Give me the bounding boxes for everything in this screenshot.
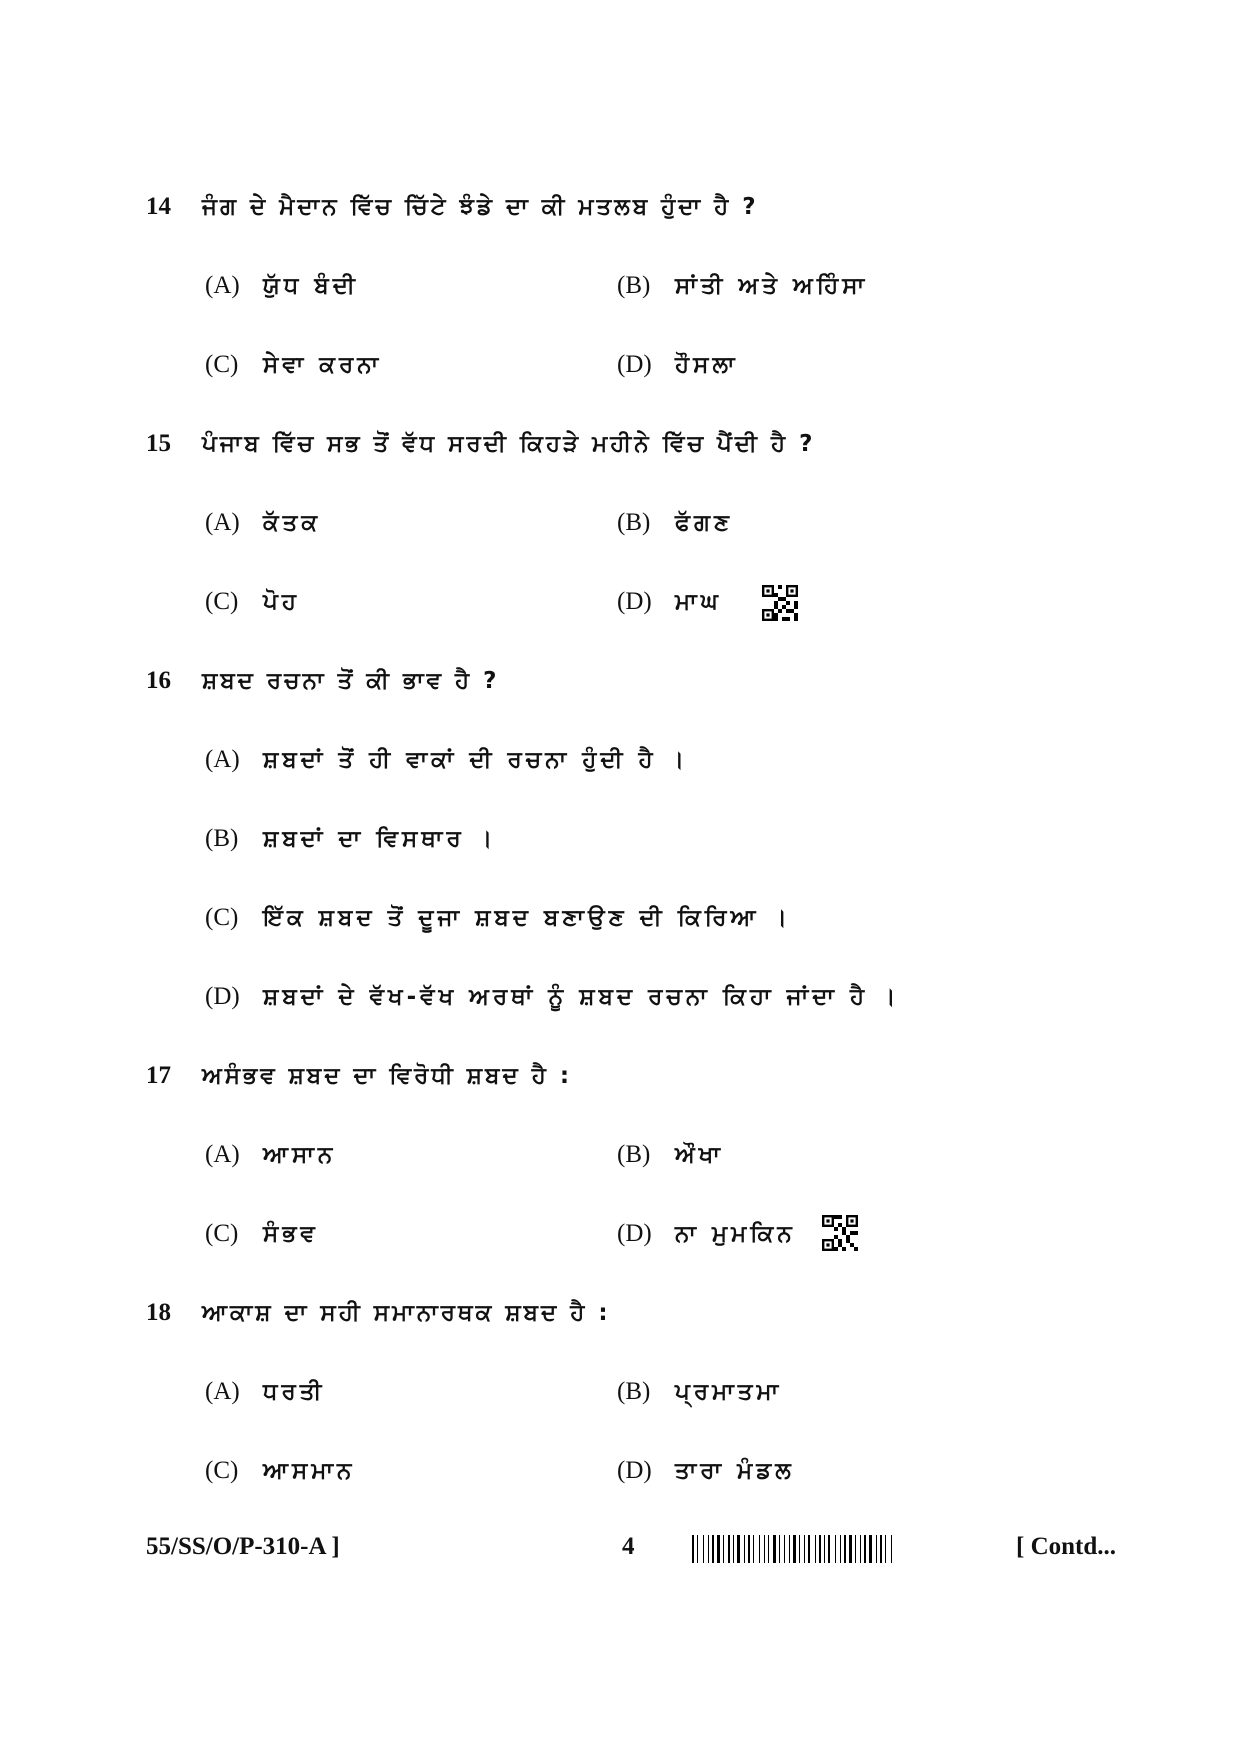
option-label: (B) bbox=[617, 272, 651, 299]
option-text: ਹੌਸਲਾ bbox=[675, 352, 739, 378]
option-text: ਸ਼ਬਦਾਂ ਤੋਂ ਹੀ ਵਾਕਾਂ ਦੀ ਰਚਨਾ ਹੁੰਦੀ ਹੈ । bbox=[263, 747, 689, 773]
question-number: 14 bbox=[146, 193, 171, 220]
qr-code-icon bbox=[822, 1215, 858, 1251]
option-16-d bbox=[205, 983, 900, 1011]
page-number: 4 bbox=[622, 1533, 635, 1560]
option-16-a bbox=[205, 746, 688, 774]
question-15 bbox=[146, 430, 815, 458]
option-text: ਨਾ ਮੁਮਕਿਨ bbox=[675, 1221, 796, 1247]
question-text: ਆਕਾਸ਼ ਦਾ ਸਹੀ ਸਮਾਨਾਰਥਕ ਸ਼ਬਦ ਹੈ : bbox=[202, 1300, 611, 1326]
option-15-c bbox=[205, 588, 300, 616]
option-text: ਸਾਂਤੀ ਅਤੇ ਅਹਿੰਸਾ bbox=[675, 273, 869, 299]
option-label: (A) bbox=[205, 1378, 240, 1405]
option-text: ਆਸਾਨ bbox=[263, 1142, 337, 1168]
question-number: 17 bbox=[146, 1062, 171, 1089]
option-label: (D) bbox=[617, 351, 652, 378]
option-label: (A) bbox=[205, 746, 240, 773]
option-label: (B) bbox=[617, 1378, 651, 1405]
question-14 bbox=[146, 193, 759, 221]
option-label: (B) bbox=[617, 509, 651, 536]
option-label: (C) bbox=[205, 588, 239, 615]
option-17-d bbox=[617, 1220, 796, 1248]
option-text: ਸੇਵਾ ਕਰਨਾ bbox=[263, 352, 383, 378]
option-text: ਆਸਮਾਨ bbox=[263, 1458, 356, 1484]
question-18 bbox=[146, 1299, 611, 1327]
question-text: ਸ਼ਬਦ ਰਚਨਾ ਤੋਂ ਕੀ ਭਾਵ ਹੈ ? bbox=[202, 668, 500, 694]
option-label: (D) bbox=[617, 1457, 652, 1484]
option-18-d bbox=[617, 1457, 795, 1485]
option-18-a bbox=[205, 1378, 325, 1406]
option-label: (A) bbox=[205, 509, 240, 536]
option-label: (B) bbox=[205, 825, 239, 852]
option-16-c bbox=[205, 904, 791, 932]
option-text: ਸੰਭਵ bbox=[263, 1221, 319, 1247]
option-17-b bbox=[617, 1141, 724, 1169]
option-text: ਫੱਗਣ bbox=[675, 510, 733, 536]
option-text: ਇੱਕ ਸ਼ਬਦ ਤੋਂ ਦੂਜਾ ਸ਼ਬਦ ਬਣਾਉਣ ਦੀ ਕਿਰਿਆ । bbox=[263, 905, 792, 931]
question-text: ਅਸੰਭਵ ਸ਼ਬਦ ਦਾ ਵਿਰੋਧੀ ਸ਼ਬਦ ਹੈ : bbox=[202, 1063, 573, 1089]
option-18-c bbox=[205, 1457, 355, 1485]
option-text: ਸ਼ਬਦਾਂ ਦੇ ਵੱਖ-ਵੱਖ ਅਰਥਾਂ ਨੂੰ ਸ਼ਬਦ ਰਚਨਾ ਕਿਹਾ ਜਾਂਦਾ ਹੈ । bbox=[263, 984, 900, 1010]
option-text: ਕੱਤਕ bbox=[263, 510, 322, 536]
question-17 bbox=[146, 1062, 572, 1090]
qr-code-icon bbox=[762, 585, 798, 621]
question-number: 15 bbox=[146, 430, 171, 457]
option-15-b bbox=[617, 509, 733, 537]
option-text: ਪ੍ਰਮਾਤਮਾ bbox=[675, 1379, 783, 1405]
question-text: ਪੰਜਾਬ ਵਿੱਚ ਸਭ ਤੋਂ ਵੱਧ ਸਰਦੀ ਕਿਹੜੇ ਮਹੀਨੇ ਵਿੱਚ ਪੈਂਦੀ ਹੈ ? bbox=[202, 431, 816, 457]
question-number: 16 bbox=[146, 667, 171, 694]
option-16-b bbox=[205, 825, 496, 853]
question-text: ਜੰਗ ਦੇ ਮੈਦਾਨ ਵਿੱਚ ਚਿੱਟੇ ਝੰਡੇ ਦਾ ਕੀ ਮਤਲਬ ਹੁੰਦਾ ਹੈ ? bbox=[202, 194, 759, 220]
option-15-d bbox=[617, 588, 722, 616]
option-15-a bbox=[205, 509, 321, 537]
page-footer bbox=[0, 1533, 1240, 1573]
option-label: (B) bbox=[617, 1141, 651, 1168]
option-text: ਧਰਤੀ bbox=[263, 1379, 326, 1405]
option-14-d bbox=[617, 351, 739, 379]
option-14-c bbox=[205, 351, 382, 379]
option-text: ਮਾਘ bbox=[675, 589, 722, 615]
option-label: (A) bbox=[205, 1141, 240, 1168]
option-label: (C) bbox=[205, 351, 239, 378]
option-label: (C) bbox=[205, 1457, 239, 1484]
option-label: (A) bbox=[205, 272, 240, 299]
continued-label: [ Contd... bbox=[1016, 1533, 1117, 1560]
option-14-a bbox=[205, 272, 359, 300]
question-16 bbox=[146, 667, 500, 695]
option-label: (D) bbox=[617, 588, 652, 615]
option-text: ਔਖਾ bbox=[675, 1142, 724, 1168]
option-14-b bbox=[617, 272, 868, 300]
option-17-a bbox=[205, 1141, 336, 1169]
option-text: ਯੁੱਧ ਬੰਦੀ bbox=[263, 273, 359, 299]
option-17-c bbox=[205, 1220, 319, 1248]
question-number: 18 bbox=[146, 1299, 171, 1326]
option-label: (C) bbox=[205, 904, 239, 931]
option-text: ਪੋਹ bbox=[263, 589, 300, 615]
option-label: (D) bbox=[205, 983, 240, 1010]
paper-code: 55/SS/O/P-310-A ] bbox=[146, 1533, 340, 1560]
barcode-icon bbox=[692, 1535, 990, 1563]
option-label: (D) bbox=[617, 1220, 652, 1247]
option-text: ਸ਼ਬਦਾਂ ਦਾ ਵਿਸਥਾਰ । bbox=[263, 826, 497, 852]
option-text: ਤਾਰਾ ਮੰਡਲ bbox=[675, 1458, 795, 1484]
option-18-b bbox=[617, 1378, 782, 1406]
option-label: (C) bbox=[205, 1220, 239, 1247]
